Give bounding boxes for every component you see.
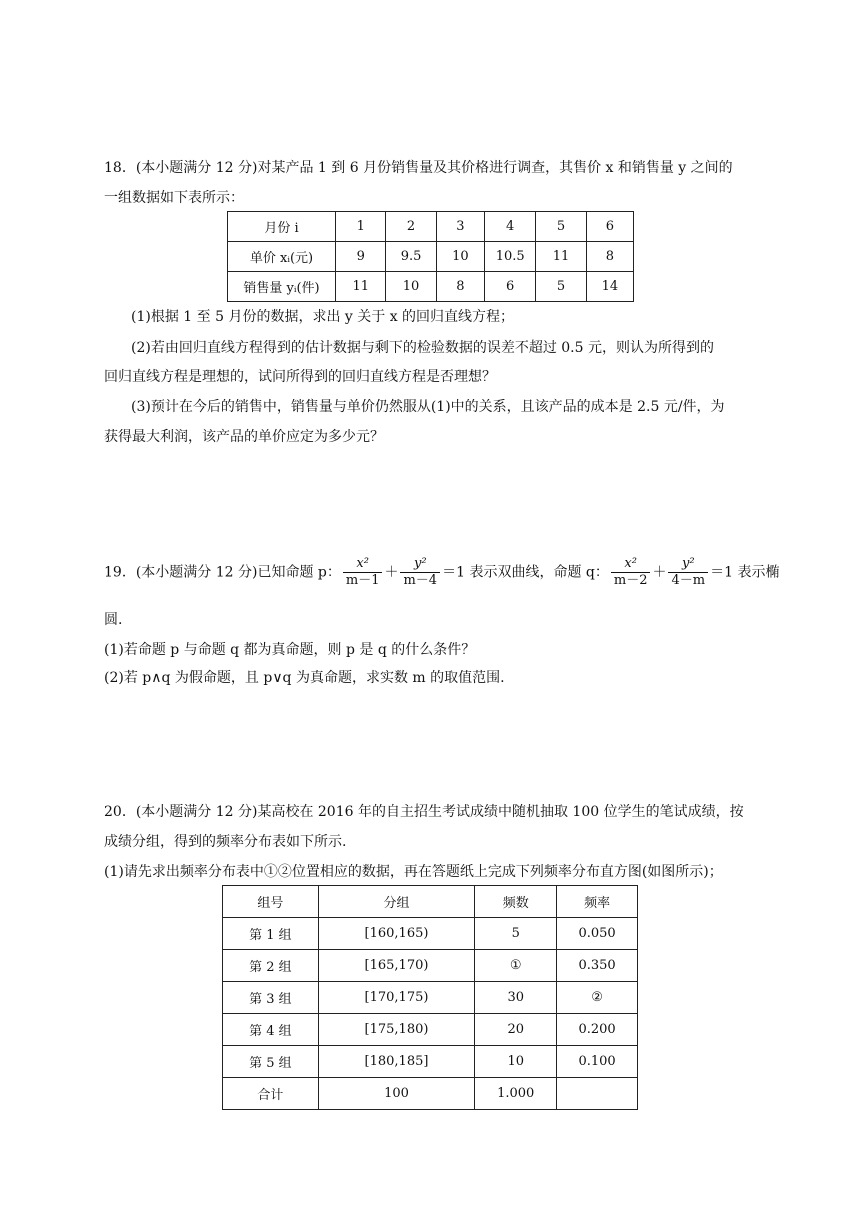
fraction-2 xyxy=(400,556,440,589)
table-cell: 第 5 组 xyxy=(223,1046,319,1078)
q18-part2-line2: 回归直线方程是理想的，试问所得到的回归直线方程是否理想？ xyxy=(104,369,496,385)
plus-sign-1: ＋ xyxy=(384,564,399,581)
q20-stem-line1: 20．(本小题满分 12 分)某高校在 2016 年的自主招生考试成绩中随机抽取 100 位学生的笔试成绩，按 xyxy=(104,804,744,820)
fraction-1 xyxy=(343,556,383,589)
column-header: 分组 xyxy=(318,886,475,918)
fraction-1-numerator: x² xyxy=(343,556,383,573)
q18-part3-line2: 获得最大利润，该产品的单价应定为多少元？ xyxy=(104,429,384,445)
table-cell: 10 xyxy=(386,272,436,302)
table-cell: 11 xyxy=(536,242,586,272)
q18-stem-line1: 18．(本小题满分 12 分)对某产品 1 到 6 月份销售量及其价格进行调查，其售价 x 和销售量 y 之间的 xyxy=(104,160,733,176)
fraction-2-denominator: m－4 xyxy=(403,573,438,588)
table-cell: 8 xyxy=(436,272,484,302)
table-cell: 9.5 xyxy=(386,242,436,272)
table-row xyxy=(223,1046,638,1078)
table-cell: 10.5 xyxy=(484,242,535,272)
table-cell: [160,165) xyxy=(318,918,475,950)
table-cell: 0.050 xyxy=(557,918,638,950)
table-cell: 9 xyxy=(336,242,386,272)
table-cell: [180,185] xyxy=(318,1046,475,1078)
table-cell: 30 xyxy=(475,982,557,1014)
table-cell: 8 xyxy=(586,242,633,272)
q19-part1: (1)若命题 p 与命题 q 都为真命题，则 p 是 q 的什么条件？ xyxy=(104,642,476,658)
table-cell: 5 xyxy=(536,212,586,242)
table-row xyxy=(223,1078,638,1110)
table-cell: ② xyxy=(557,982,638,1014)
table-cell: 4 xyxy=(484,212,535,242)
q19-stem-line1 xyxy=(104,556,779,589)
table-cell: 10 xyxy=(475,1046,557,1078)
table-cell: 第 2 组 xyxy=(223,950,319,982)
fraction-1-denominator: m－1 xyxy=(345,573,380,588)
table-cell: 3 xyxy=(436,212,484,242)
table-cell: 5 xyxy=(475,918,557,950)
q18-data-table xyxy=(227,211,634,302)
column-header: 频率 xyxy=(557,886,638,918)
table-cell: ① xyxy=(475,950,557,982)
table-cell: 11 xyxy=(336,272,386,302)
table-row xyxy=(228,242,634,272)
table-row xyxy=(228,272,634,302)
q18-part3-line1: (3)预计在今后的销售中，销售量与单价仍然服从(1)中的关系，且该产品的成本是 2.5 元/件，为 xyxy=(131,399,725,415)
q18-part1: (1)根据 1 至 5 月份的数据，求出 y 关于 x 的回归直线方程； xyxy=(131,309,515,325)
table-cell: 2 xyxy=(386,212,436,242)
plus-sign-2: ＋ xyxy=(652,564,667,581)
fraction-4-denominator: 4－m xyxy=(671,573,706,588)
q19-tail-text: ＝1 表示椭 xyxy=(710,564,780,581)
table-cell: 0.200 xyxy=(557,1014,638,1046)
q19-stem-line2: 圆. xyxy=(104,612,123,628)
table-row xyxy=(228,212,634,242)
q19-part2: (2)若 p∧q 为假命题，且 p∨q 为真命题，求实数 m 的取值范围. xyxy=(104,670,505,686)
table-cell: 0.100 xyxy=(557,1046,638,1078)
table-cell: 第 3 组 xyxy=(223,982,319,1014)
q20-part1: (1)请先求出频率分布表中①②位置相应的数据，再在答题纸上完成下列频率分布直方图(如图所示)； xyxy=(104,864,723,880)
table-cell: 5 xyxy=(536,272,586,302)
q20-stem-line2: 成绩分组，得到的频率分布表如下所示. xyxy=(104,834,347,850)
row-header: 月份 i xyxy=(228,212,336,242)
table-cell: 6 xyxy=(586,212,633,242)
row-header: 单价 xᵢ(元) xyxy=(228,242,336,272)
table-cell xyxy=(557,1078,638,1110)
table-cell: 100 xyxy=(318,1078,475,1110)
fraction-3-denominator: m－2 xyxy=(613,573,648,588)
row-header: 销售量 yᵢ(件) xyxy=(228,272,336,302)
table-cell: [165,170) xyxy=(318,950,475,982)
fraction-3-numerator: x² xyxy=(611,556,651,573)
table-header-row xyxy=(223,886,638,918)
table-cell: 合计 xyxy=(223,1078,319,1110)
q18-part2-line1: (2)若由回归直线方程得到的估计数据与剩下的检验数据的误差不超过 0.5 元，则认为所得到的 xyxy=(131,340,714,356)
column-header: 频数 xyxy=(475,886,557,918)
q20-frequency-table xyxy=(222,885,638,1110)
table-cell: 20 xyxy=(475,1014,557,1046)
table-cell: 6 xyxy=(484,272,535,302)
table-row xyxy=(223,982,638,1014)
table-cell: 0.350 xyxy=(557,950,638,982)
table-cell: [175,180) xyxy=(318,1014,475,1046)
q18-stem-line2: 一组数据如下表所示： xyxy=(104,190,244,206)
table-cell: 1 xyxy=(336,212,386,242)
fraction-3 xyxy=(611,556,651,589)
table-cell: 第 1 组 xyxy=(223,918,319,950)
fraction-2-numerator: y² xyxy=(400,556,440,573)
table-cell: 10 xyxy=(436,242,484,272)
table-row xyxy=(223,950,638,982)
fraction-4 xyxy=(668,556,708,589)
fraction-4-numerator: y² xyxy=(668,556,708,573)
table-cell: 14 xyxy=(586,272,633,302)
table-cell: [170,175) xyxy=(318,982,475,1014)
table-cell: 第 4 组 xyxy=(223,1014,319,1046)
table-row xyxy=(223,918,638,950)
q19-mid-text: ＝1 表示双曲线，命题 q： xyxy=(442,564,609,581)
table-row xyxy=(223,1014,638,1046)
table-cell: 1.000 xyxy=(475,1078,557,1110)
q19-lead: 19．(本小题满分 12 分)已知命题 p： xyxy=(104,564,341,581)
column-header: 组号 xyxy=(223,886,319,918)
